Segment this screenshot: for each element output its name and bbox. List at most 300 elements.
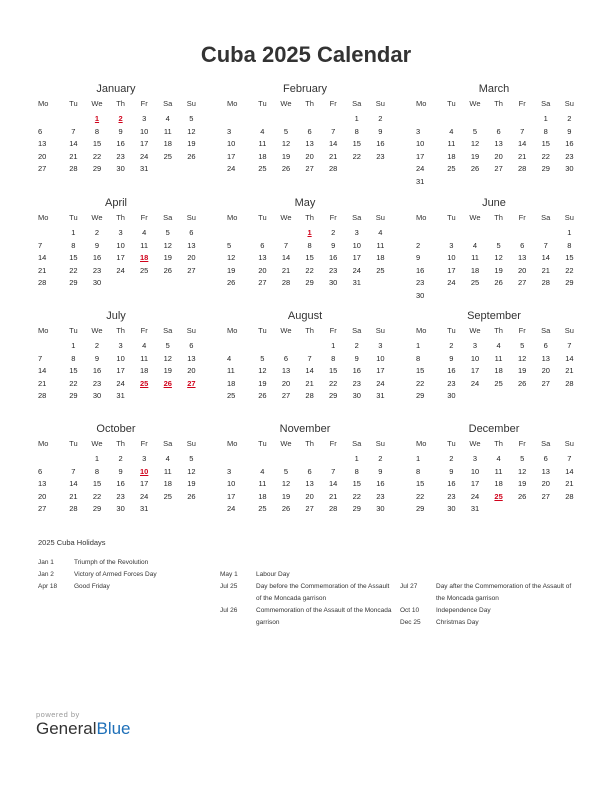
week-row [38,151,194,164]
day-cell: 10 [227,139,236,149]
week-row [227,453,383,466]
weekday-header [38,437,194,451]
day-cell: 14 [69,139,78,149]
day-cell: 27 [305,504,314,514]
day-cell: 9 [354,353,359,363]
day-cell: 28 [38,391,47,401]
day-cell: 20 [187,253,196,263]
day-cell [510,503,534,516]
day-cell [534,290,558,303]
day-cell: 1 [331,341,336,350]
day-cell: 20 [258,265,267,275]
week-row [38,138,194,151]
weekday-label: We [280,439,292,448]
weekday-header [38,97,194,111]
day-cell: 8 [354,126,359,136]
day-cell: 13 [518,253,527,263]
day-cell: 6 [260,240,265,250]
day-cell: 27 [38,164,47,174]
day-cell: 2 [94,341,100,350]
day-cell [487,176,511,189]
day-cell: 6 [496,126,501,136]
weekday-label: Sa [352,439,362,448]
day-cell: 22 [541,151,550,161]
month-may [227,196,383,290]
day-cell [534,176,558,189]
powered-by-text: powered by [36,710,80,719]
day-cell: 2 [416,240,421,250]
day-cell: 22 [565,265,574,275]
day-cell: 25 [376,265,385,275]
weekday-label: Fr [140,439,148,448]
day-cell: 21 [305,378,314,388]
day-cell: 11 [163,466,172,476]
month-name: September [467,310,521,322]
day-cell: 15 [416,479,425,489]
day-cell: 15 [352,139,361,149]
day-cell: 24 [352,265,361,275]
day-cell: 11 [227,366,235,376]
weekday-label: Th [494,213,503,222]
week-row [38,378,194,391]
day-cell [180,277,204,290]
weekday-label: We [91,439,103,448]
weekday-label: We [469,439,481,448]
day-cell: 23 [447,491,456,501]
week-row [227,478,383,491]
day-cell: 26 [494,278,503,288]
day-cell [38,453,62,466]
day-cell: 16 [376,479,385,489]
day-cell: 8 [416,353,421,363]
week-row [227,491,383,504]
day-cell: 22 [416,378,425,388]
day-cell [180,503,204,516]
month-name: February [282,83,328,95]
day-cell: 24 [227,504,236,514]
day-cell: 17 [470,479,480,489]
day-cell: 21 [281,265,291,275]
day-cell: 17 [227,151,236,161]
day-cell: 1 [71,228,76,237]
day-cell: 17 [140,479,149,489]
day-cell: 30 [416,290,425,300]
week-row [416,290,572,303]
day-cell: 17 [116,366,125,376]
month-november [227,422,383,516]
day-cell: 29 [92,504,102,514]
day-cell: 3 [378,341,383,350]
day-cell [440,176,464,189]
page-title: Cuba 2025 Calendar [200,42,412,67]
day-cell: 30 [329,278,338,288]
day-cell: 16 [416,265,425,275]
day-cell: 6 [543,341,548,350]
weekday-label: Tu [447,326,456,335]
day-cell: 23 [116,151,125,161]
week-row [227,138,383,151]
day-cell: 1 [416,454,421,463]
day-cell: 14 [38,366,47,376]
day-cell: 9 [118,126,123,136]
day-cell: 14 [518,139,527,149]
day-cell: 26 [187,491,196,501]
day-cell: 16 [565,139,574,149]
day-cell: 16 [447,479,456,489]
day-cell: 11 [376,240,385,250]
day-cell: 19 [518,366,527,376]
day-cell: 13 [305,139,314,149]
day-cell: 20 [305,491,314,501]
day-cell [440,290,464,303]
day-cell [510,227,534,240]
day-cell: 19 [281,151,291,161]
day-cell: 21 [565,479,574,489]
day-cell: 4 [142,228,147,237]
day-cell [510,113,534,126]
week-row [38,163,194,176]
week-row [227,378,383,391]
day-cell: 22 [416,491,425,501]
week-row [227,163,383,176]
day-cell [369,277,393,290]
day-cell: 8 [71,240,76,250]
day-cell: 11 [140,240,149,250]
day-cell: 11 [258,139,267,149]
week-row [416,478,572,491]
day-cell: 29 [329,391,338,401]
day-cell: 15 [69,366,78,376]
day-cell: 22 [69,265,78,275]
day-cell: 3 [354,228,359,237]
week-row [227,151,383,164]
generalblue-logo[interactable] [36,719,131,739]
day-cell: 13 [187,353,196,363]
day-cell: 6 [38,466,43,476]
holiday-name: Good Friday [74,583,110,590]
day-cell [274,227,298,240]
day-cell: 29 [416,504,425,514]
day-cell: 28 [565,378,574,388]
day-cell [180,390,204,403]
weekday-label: Th [116,439,125,448]
weekday-label: We [469,213,481,222]
day-cell [180,163,204,176]
weekday-label: Tu [69,439,78,448]
day-cell: 10 [470,353,480,363]
day-cell: 12 [163,240,172,250]
day-cell: 29 [92,164,102,174]
day-cell: 5 [260,353,265,363]
day-cell: 12 [494,253,503,263]
day-cell: 2 [118,454,123,463]
day-cell: 20 [187,366,196,376]
day-cell: 31 [116,391,125,401]
day-cell [251,227,275,240]
weekday-label: Fr [518,439,526,448]
day-cell: 23 [447,378,456,388]
day-cell: 5 [227,240,232,250]
day-cell: 16 [352,366,361,376]
day-cell: 12 [187,126,196,136]
day-cell: 25 [494,378,503,388]
day-cell: 10 [447,253,456,263]
day-cell [38,227,62,240]
day-cell: 27 [494,164,503,174]
day-cell: 18 [163,139,172,149]
day-cell: 18 [163,479,172,489]
holiday-name: Victory of Armed Forces Day [74,571,157,578]
holiday-item [38,569,208,581]
weekday-label: Fr [329,326,337,335]
day-cell [534,227,558,240]
week-row [38,503,194,516]
month-september [416,309,572,403]
day-cell: 23 [352,378,361,388]
day-cell: 24 [140,151,149,161]
day-cell: 19 [518,479,527,489]
day-cell: 23 [565,151,574,161]
day-cell: 22 [352,491,361,501]
day-cell: 18 [494,479,503,489]
day-cell: 21 [38,265,47,275]
holiday-day-cell: 27 [187,378,196,388]
day-cell [558,503,582,516]
week-row [227,365,383,378]
weekday-label: We [91,99,103,108]
day-cell: 3 [118,341,123,350]
day-cell: 13 [38,479,47,489]
holiday-name: Triumph of the Revolution [74,559,149,566]
day-cell [156,163,180,176]
month-name: April [104,197,127,209]
day-cell: 9 [378,126,383,136]
holiday-date: Jul 25 [220,583,238,590]
day-cell: 7 [331,126,336,136]
weekday-label: Su [186,326,196,335]
week-row [416,138,572,151]
month-august [227,309,383,403]
day-cell: 18 [227,378,236,388]
weekday-label: We [469,326,481,335]
day-cell: 26 [187,151,196,161]
day-cell: 22 [352,151,361,161]
day-cell: 8 [354,466,359,476]
day-cell: 1 [567,228,572,237]
holiday-column [220,569,392,629]
day-cell: 7 [543,240,548,250]
day-cell: 4 [472,240,478,250]
month-january [38,82,194,176]
day-cell: 14 [38,253,47,263]
weekday-label: Su [564,213,574,222]
weekday-label: Sa [541,213,551,222]
day-cell: 13 [541,466,550,476]
week-row [416,466,572,479]
day-cell: 19 [281,491,291,501]
weekday-label: Fr [518,213,526,222]
day-cell: 4 [165,114,170,123]
weekday-label: Tu [258,439,267,448]
weekday-label: Sa [541,99,551,108]
week-row [227,277,383,290]
day-cell: 18 [376,253,385,263]
day-cell: 28 [281,278,291,288]
day-cell: 25 [163,491,172,501]
day-cell: 25 [140,265,149,275]
day-cell: 27 [187,265,196,275]
day-cell [487,290,511,303]
week-row [416,151,572,164]
weekday-label: Mo [38,213,49,222]
week-row [227,126,383,139]
day-cell [463,227,487,240]
day-cell: 9 [331,240,336,250]
day-cell [156,390,180,403]
week-row [416,378,572,391]
day-cell: 9 [94,240,100,250]
day-cell: 19 [494,265,503,275]
day-cell: 23 [376,151,385,161]
day-cell: 24 [470,491,480,501]
day-cell: 1 [354,454,359,463]
day-cell [487,390,511,403]
day-cell [440,113,464,126]
weekday-label: Mo [416,326,427,335]
day-cell: 26 [163,265,172,275]
day-cell: 14 [329,139,338,149]
day-cell: 30 [92,278,102,288]
day-cell: 11 [447,139,456,149]
day-cell: 12 [227,253,236,263]
day-cell: 25 [227,391,236,401]
day-cell: 13 [305,479,314,489]
day-cell: 4 [496,341,501,350]
day-cell [298,453,322,466]
day-cell: 30 [116,504,125,514]
day-cell: 17 [227,491,236,501]
day-cell: 8 [307,240,312,250]
day-cell: 24 [116,265,125,275]
day-cell: 7 [307,353,312,363]
holiday-day-cell: 1 [94,114,100,123]
day-cell: 10 [416,139,425,149]
weekday-label: Su [564,99,574,108]
day-cell: 22 [329,378,338,388]
day-cell: 6 [543,454,548,463]
month-name: June [482,197,506,209]
day-cell: 4 [496,454,501,463]
day-cell: 26 [281,504,291,514]
weekday-label: Mo [38,326,49,335]
month-march [416,82,572,189]
week-row [38,491,194,504]
day-cell: 4 [449,126,454,136]
holiday-name: Day before the Commemoration of the Assault of the Moncada garrison [256,583,390,602]
weekday-header [227,324,383,338]
day-cell: 18 [140,366,149,376]
day-cell: 13 [187,240,196,250]
day-cell: 16 [92,366,102,376]
day-cell: 21 [69,491,78,501]
day-cell: 20 [38,151,47,161]
day-cell: 27 [38,504,47,514]
day-cell: 21 [518,151,527,161]
day-cell: 1 [416,341,421,350]
day-cell: 28 [305,391,314,401]
weekday-label: Tu [69,213,78,222]
day-cell: 17 [376,366,385,376]
day-cell [463,113,487,126]
day-cell [416,113,440,126]
month-name: August [287,310,323,322]
day-cell: 15 [416,366,425,376]
day-cell: 10 [376,353,385,363]
day-cell: 5 [520,454,525,463]
day-cell: 25 [470,278,480,288]
day-cell [274,113,298,126]
weekday-label: Th [494,439,503,448]
day-cell: 24 [447,278,456,288]
holiday-name: Day after the Commemoration of the Assault of the Moncada garrison [436,583,572,602]
weekday-label: Su [564,439,574,448]
day-cell: 3 [449,240,454,250]
day-cell: 13 [281,366,291,376]
day-cell: 7 [331,466,336,476]
holiday-name: Independence Day [436,607,491,614]
day-cell: 16 [92,253,102,263]
day-cell: 15 [92,139,102,149]
weekday-label: Tu [447,439,456,448]
day-cell: 16 [376,139,385,149]
day-cell: 14 [565,466,574,476]
week-row [416,453,572,466]
day-cell: 6 [189,341,194,350]
day-cell: 9 [94,353,100,363]
holiday-item [220,569,392,581]
day-cell: 11 [494,353,503,363]
day-cell: 27 [518,278,527,288]
day-cell: 26 [518,378,527,388]
day-cell: 29 [416,391,425,401]
holiday-name: Labour Day [256,571,290,578]
day-cell: 7 [283,240,289,250]
weekday-label: Sa [163,99,173,108]
day-cell: 5 [496,240,501,250]
day-cell: 26 [281,164,291,174]
day-cell: 26 [258,391,267,401]
day-cell: 17 [140,139,149,149]
day-cell: 10 [352,240,361,250]
month-october [38,422,194,516]
day-cell: 9 [567,126,572,136]
day-cell [274,340,298,353]
day-cell: 7 [38,353,43,363]
day-cell: 16 [116,479,125,489]
weekday-label: Mo [416,439,427,448]
day-cell: 26 [470,164,480,174]
week-row [38,113,194,126]
day-cell: 14 [281,253,291,263]
weekday-label: We [280,326,292,335]
day-cell [132,277,156,290]
day-cell: 4 [260,126,265,136]
weekday-label: Su [375,326,385,335]
weekday-label: Tu [447,213,456,222]
weekday-header [227,437,383,451]
day-cell: 31 [352,278,361,288]
day-cell [487,227,511,240]
